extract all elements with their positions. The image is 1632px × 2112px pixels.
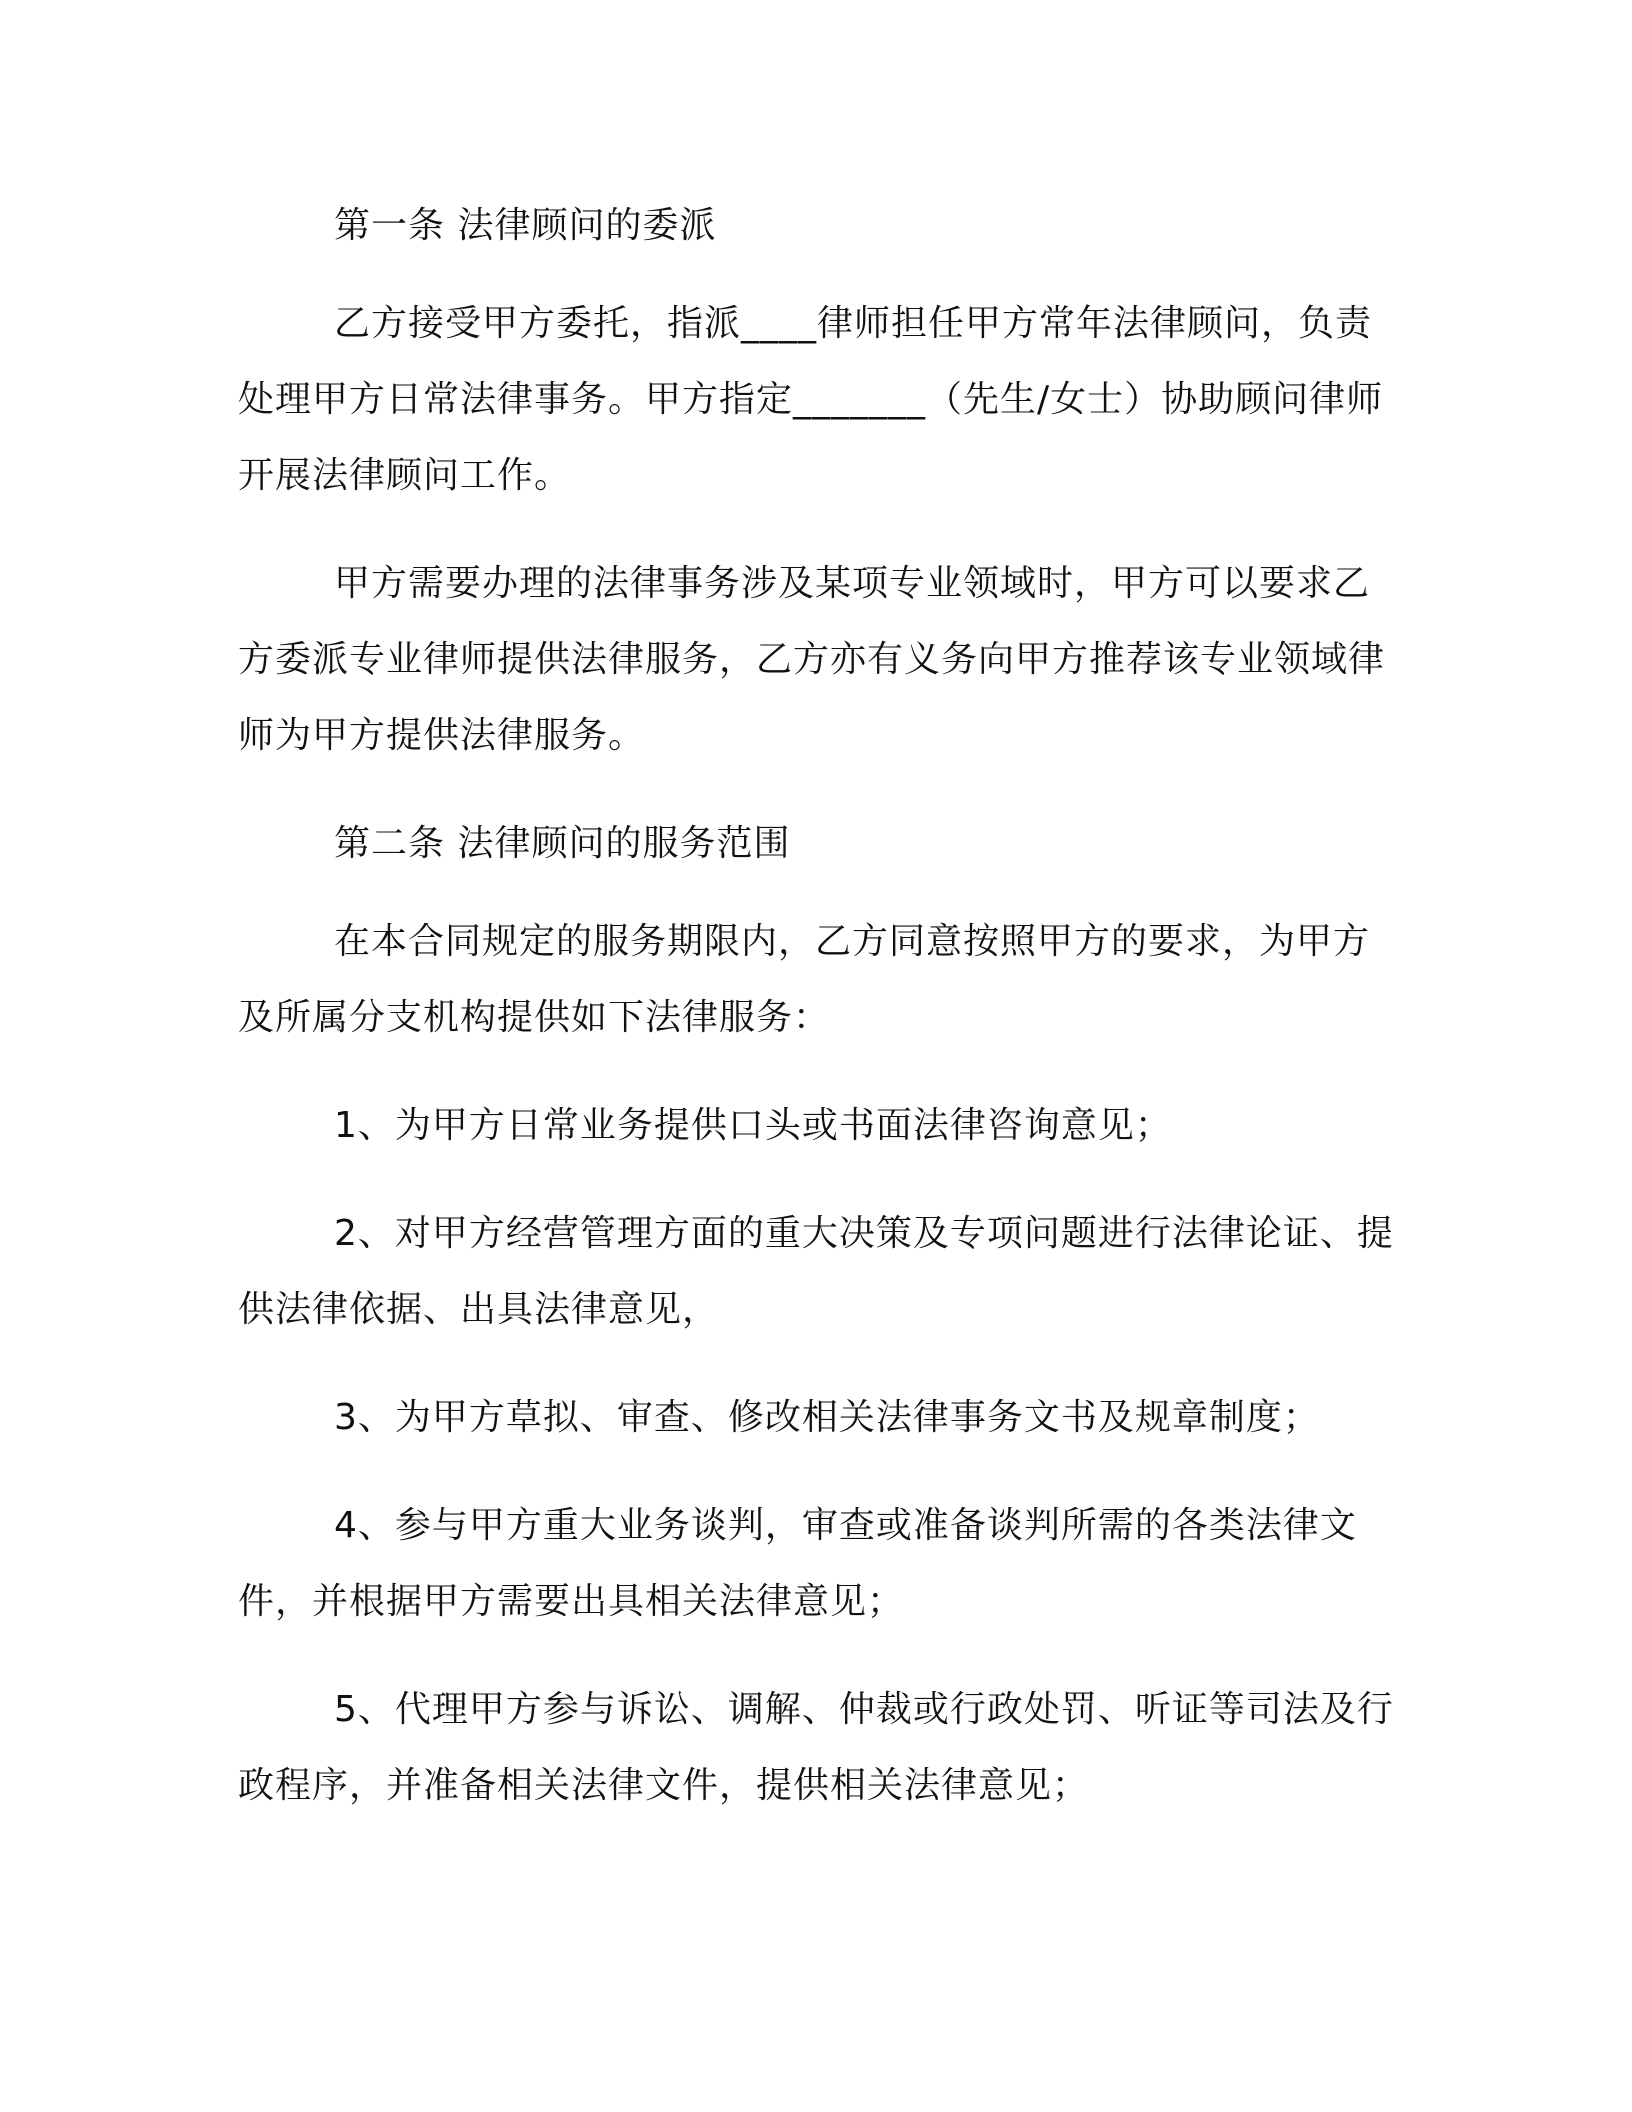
service-item-1: 1、为甲方日常业务提供口头或书面法律咨询意见； <box>334 1105 1172 1146</box>
article-1-paragraph-2: 甲方需要办理的法律事务涉及某项专业领域时，甲方可以要求乙方委派专业律师提供法律服务，乙方亦有义务向甲方推荐该专业领域律师为甲方提供法律服务。 <box>238 563 1386 756</box>
service-item-4: 4、参与甲方重大业务谈判，审查或准备谈判所需的各类法律文件，并根据甲方需要出具相关法律意见； <box>238 1505 1357 1622</box>
article-1-heading: 第一条 法律顾问的委派 <box>334 205 717 246</box>
service-item-2: 2、对甲方经营管理方面的重大决策及专项问题进行法律论证、提供法律依据、出具法律意见， <box>238 1213 1394 1330</box>
document-body <box>238 188 1394 1856</box>
service-item-5: 5、代理甲方参与诉讼、调解、仲裁或行政处罚、听证等司法及行政程序，并准备相关法律文件，提供相关法律意见； <box>238 1689 1394 1806</box>
article-1-paragraph-1: 乙方接受甲方委托，指派____律师担任甲方常年法律顾问，负责处理甲方日常法律事务。甲方指定_______（先生/女士）协助顾问律师开展法律顾问工作。 <box>238 303 1384 496</box>
service-item-3: 3、为甲方草拟、审查、修改相关法律事务文书及规章制度； <box>334 1397 1320 1438</box>
article-2-intro: 在本合同规定的服务期限内，乙方同意按照甲方的要求，为甲方及所属分支机构提供如下法律服务： <box>238 921 1371 1038</box>
article-2-heading: 第二条 法律顾问的服务范围 <box>334 823 791 864</box>
